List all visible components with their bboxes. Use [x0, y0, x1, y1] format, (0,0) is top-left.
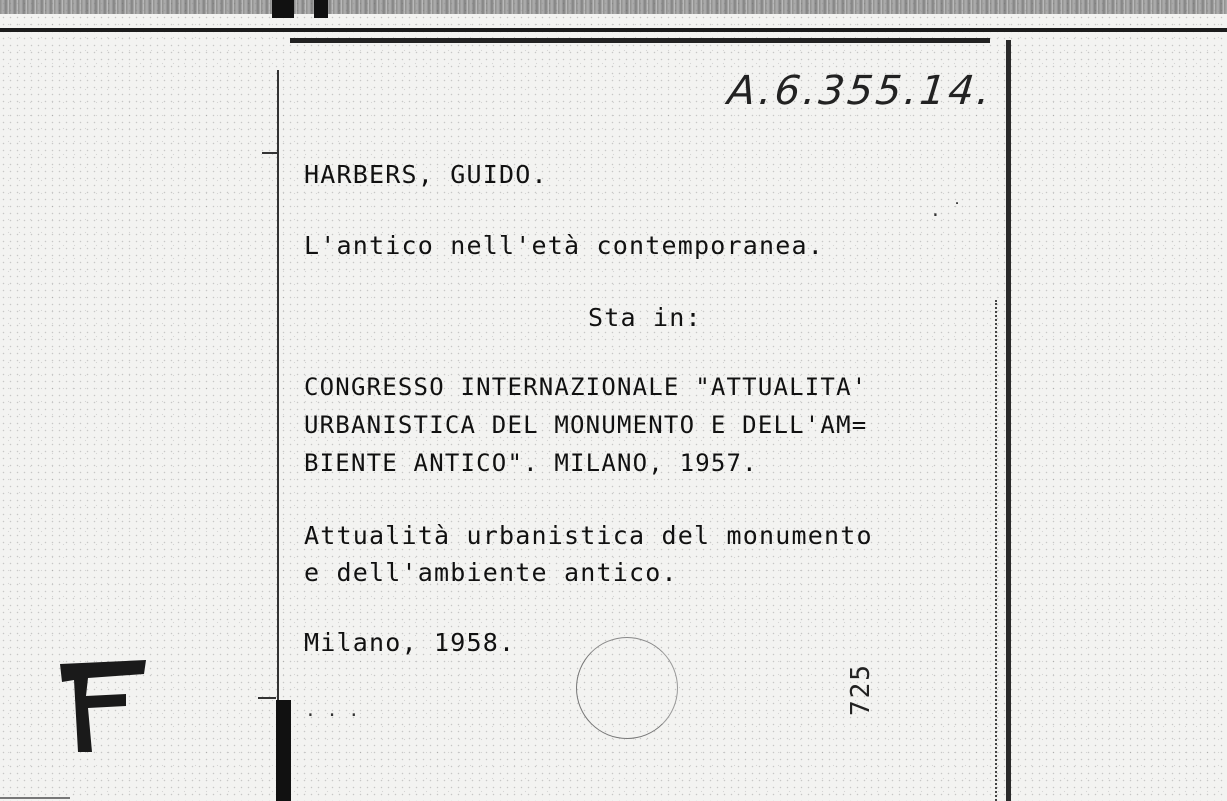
author-line: HARBERS, GUIDO.	[304, 160, 548, 189]
scan-dots: . ˙	[930, 200, 963, 221]
volume-line-1: Attualità urbanistica del monumento	[304, 521, 873, 550]
scan-top-strip	[0, 0, 1227, 14]
scan-artifact	[0, 797, 70, 799]
congress-line-2: URBANISTICA DEL MONUMENTO E DELL'AM=	[304, 411, 868, 439]
circle-stamp	[576, 637, 678, 739]
side-number: 725	[846, 663, 876, 716]
congress-line-1: CONGRESSO INTERNAZIONALE "ATTUALITA'	[304, 373, 868, 401]
congress-line-3: BIENTE ANTICO". MILANO, 1957.	[304, 449, 758, 477]
card-right-dotted-edge	[995, 300, 1000, 801]
volume-line-2: e dell'ambiente antico.	[304, 558, 678, 587]
top-rule	[0, 28, 1227, 32]
in-label: Sta in:	[588, 303, 702, 332]
card-left-edge-dark	[276, 700, 291, 801]
scan-artifact	[314, 0, 328, 18]
scan-dots: . . .	[305, 700, 360, 721]
margin-tick	[262, 152, 278, 154]
imprint-line: Milano, 1958.	[304, 628, 516, 657]
shelfmark-handwritten: A.6.355.14.	[725, 68, 996, 114]
scan-artifact	[272, 0, 294, 18]
card-right-edge	[1006, 40, 1011, 801]
card-left-edge	[277, 70, 279, 801]
card-top-edge	[290, 38, 990, 43]
title-line: L'antico nell'età contemporanea.	[304, 231, 825, 260]
letter-f-mark	[58, 656, 148, 756]
margin-tick	[258, 697, 276, 699]
